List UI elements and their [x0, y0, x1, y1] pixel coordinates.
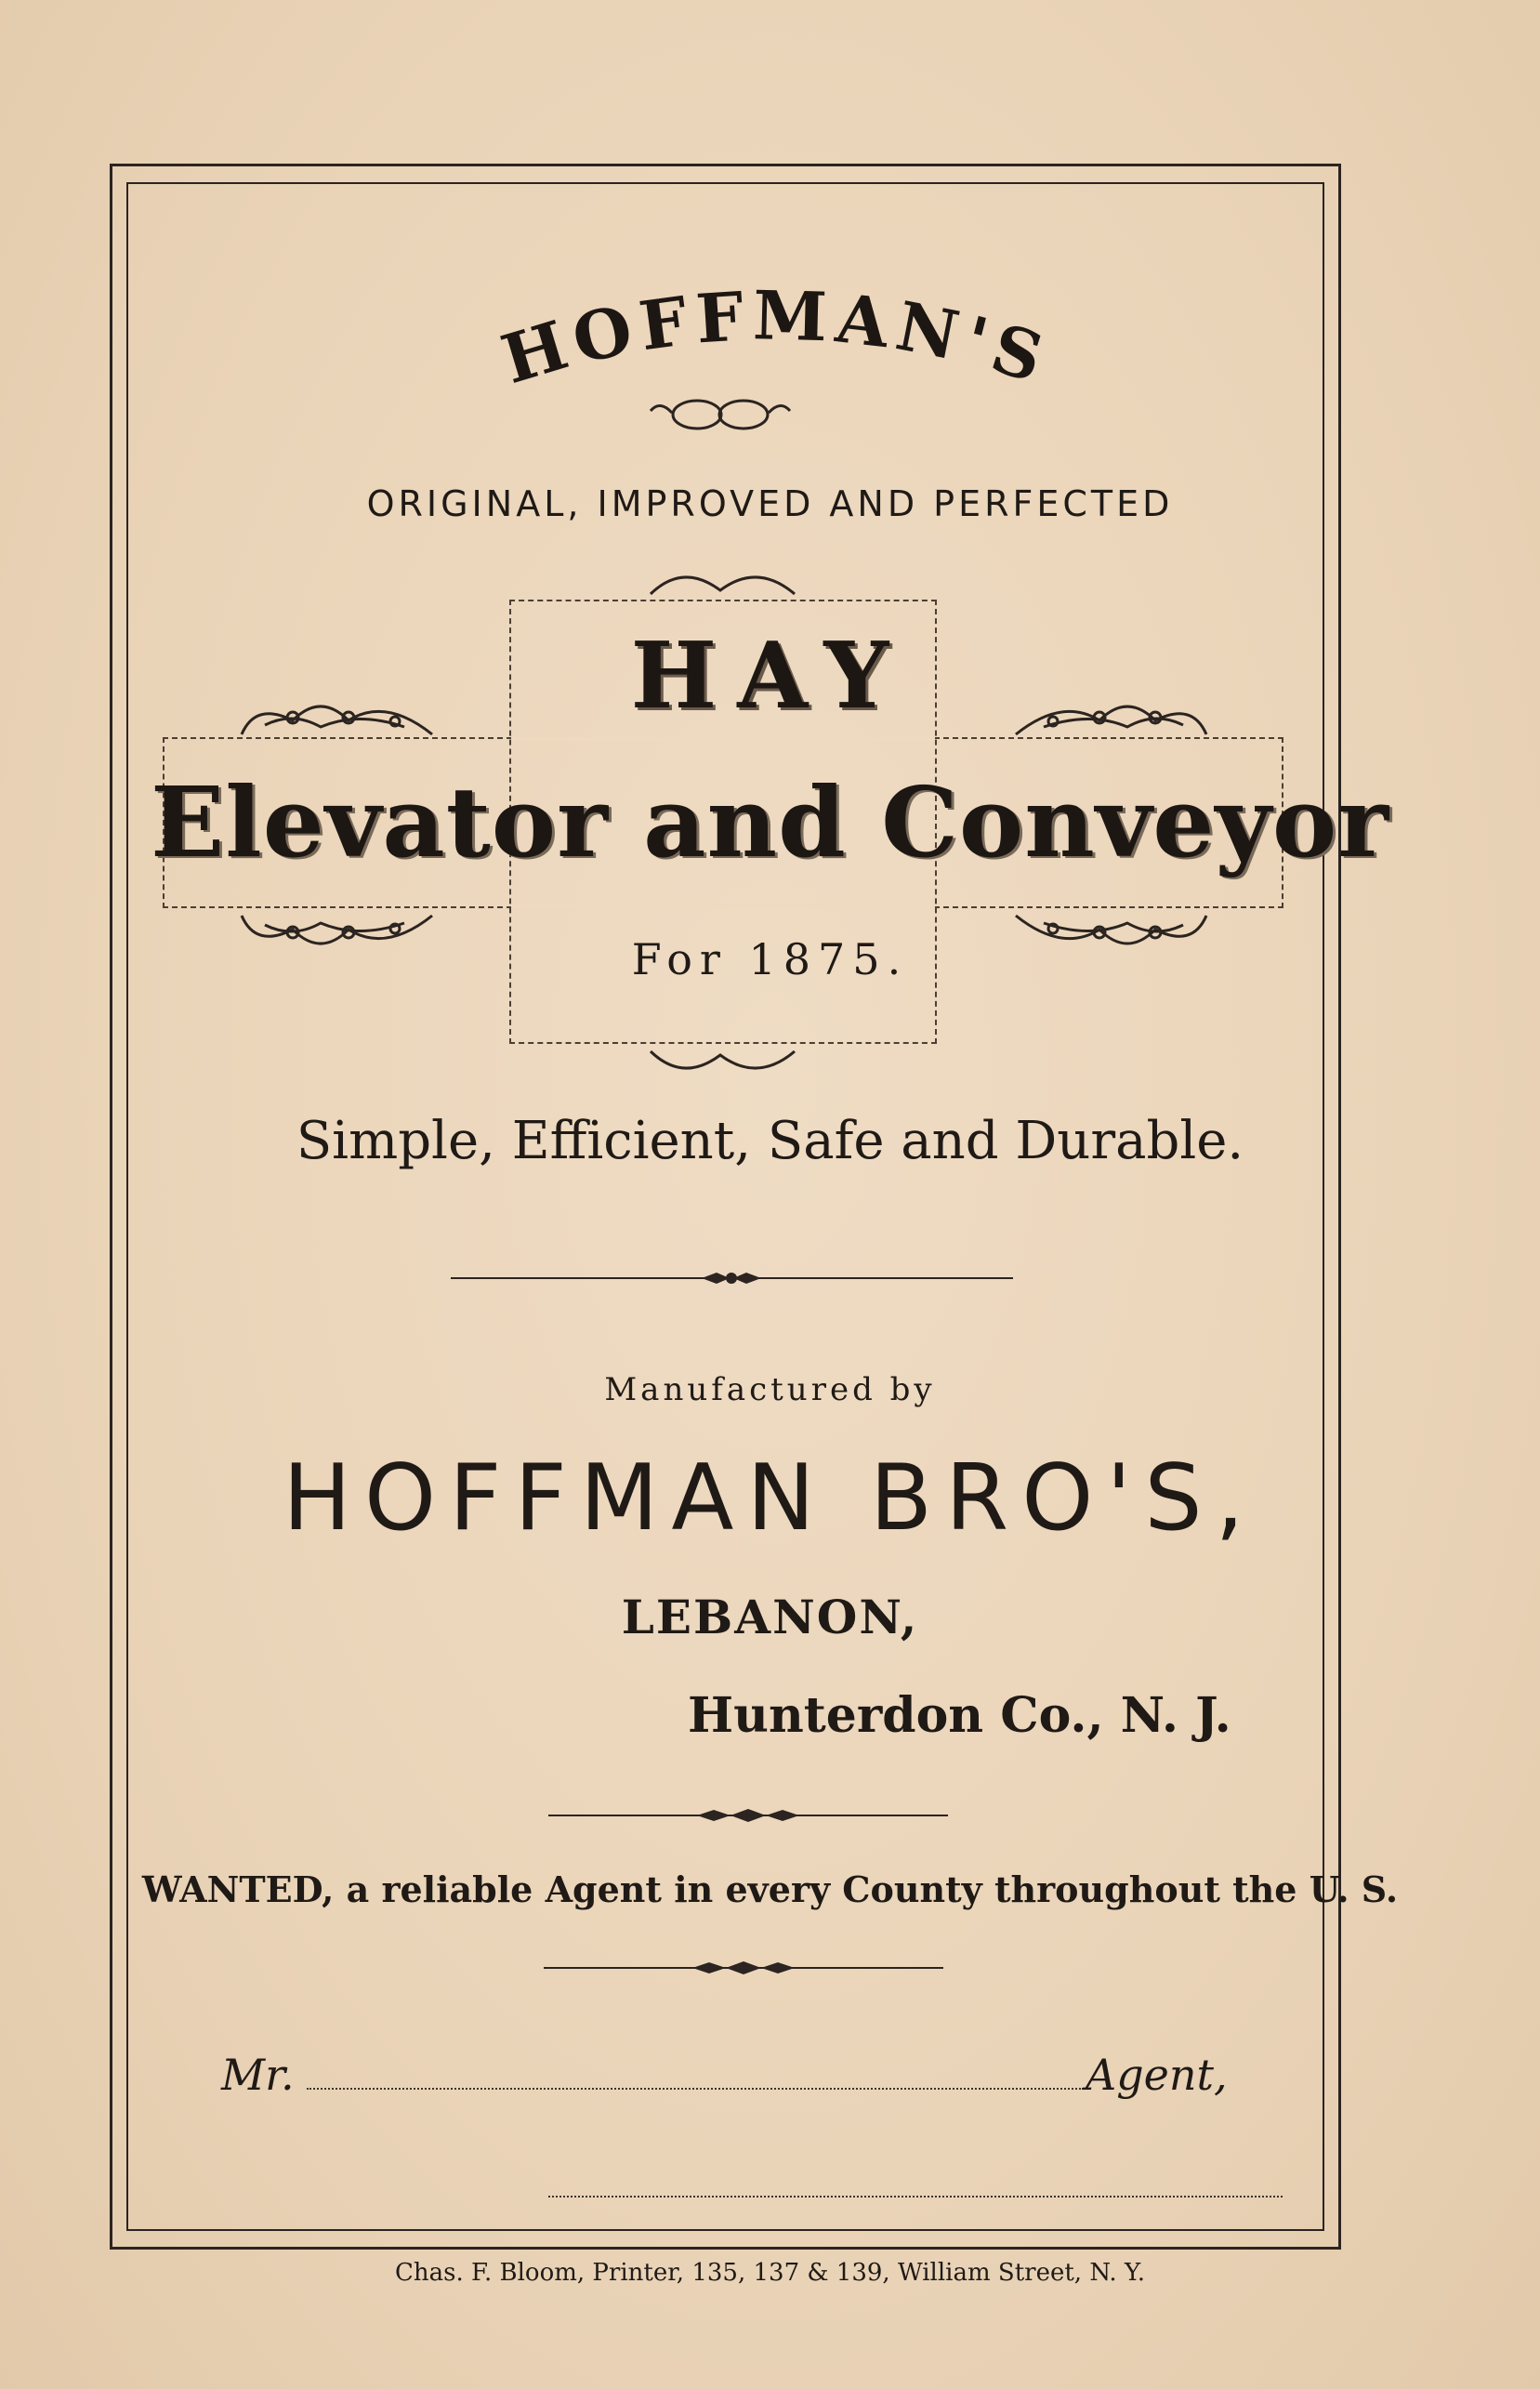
maker-town: LEBANON,: [621, 1590, 919, 1644]
scroll-ornament-top: [646, 390, 795, 435]
brand-title: HOFFMAN'S: [493, 279, 1060, 401]
agent-name-suffix: Agent,: [1086, 2050, 1228, 2100]
agent-name-line: [307, 2088, 1084, 2090]
arch-ornament-top: [646, 562, 799, 600]
subtitle: ORIGINAL, IMPROVED AND PERFECTED: [366, 483, 1174, 524]
product-year: For 1875.: [631, 934, 909, 984]
tagline: Simple, Efficient, Safe and Durable.: [296, 1111, 1244, 1171]
divider-rule-2: [548, 1806, 948, 1825]
arch-ornament-bottom: [646, 1046, 799, 1083]
agent-address-line: [548, 2196, 1283, 2198]
product-title-hay: HAY: [630, 623, 910, 730]
printer-imprint: Chas. F. Bloom, Printer, 135, 137 & 139, William Street, N. Y.: [394, 2259, 1146, 2287]
maker-county: Hunterdon Co., N. J.: [688, 1687, 1231, 1744]
agent-name-prefix: Mr.: [221, 2050, 295, 2100]
svg-text:HOFFMAN'S: [493, 279, 1059, 400]
agent-wanted-notice: WANTED, a reliable Agent in every County throughout the U. S.: [141, 1868, 1399, 1910]
manufactured-by: Manufactured by: [604, 1371, 936, 1408]
frame-mask-bottom: [511, 904, 935, 908]
divider-rule-1: [451, 1269, 1013, 1287]
divider-rule-3: [544, 1959, 943, 1977]
product-title-main: Elevator and Conveyor: [150, 765, 1390, 879]
maker-name: HOFFMAN BRO'S,: [283, 1445, 1257, 1551]
frame-mask-top: [511, 737, 935, 741]
